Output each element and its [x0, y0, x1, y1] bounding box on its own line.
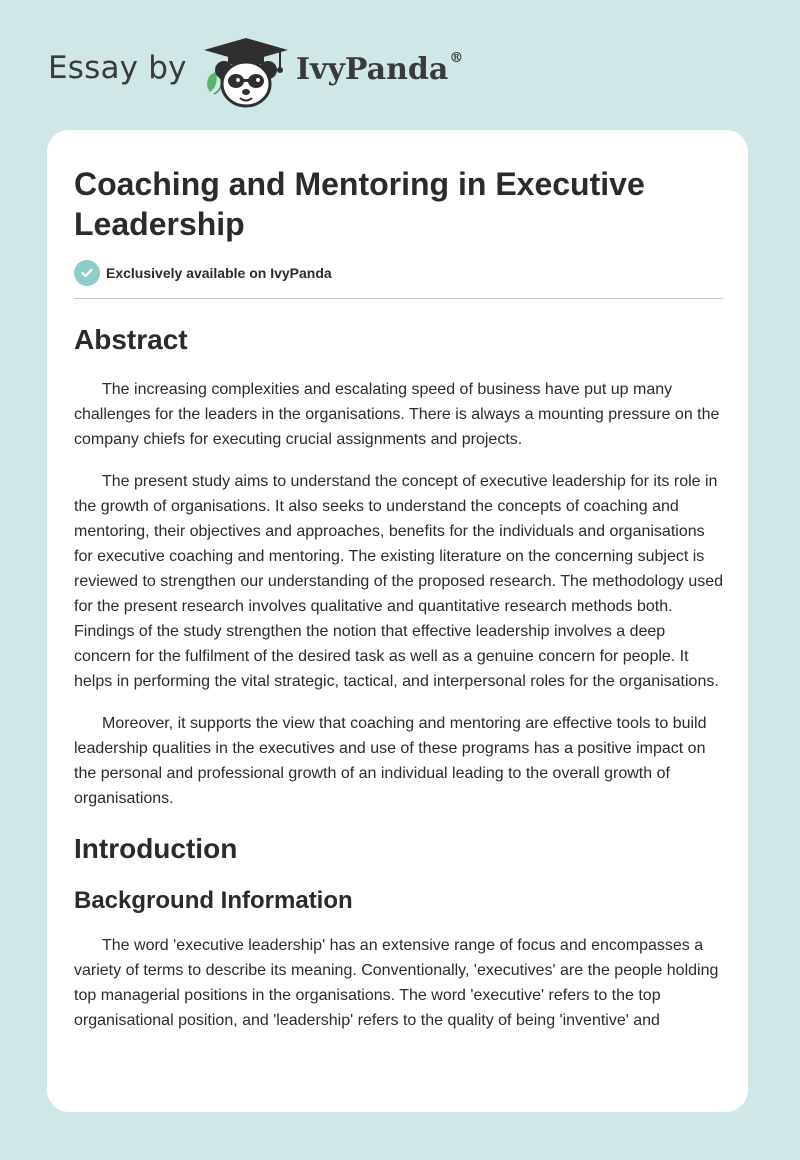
abstract-paragraph-3: Moreover, it supports the view that coaching and mentoring are effective tools to build leadership qualities in the executives and use of these programs has a positive impact on the personal and professional growth of an individual leading to the overall growth of organisations. [74, 715, 707, 807]
panda-graduate-logo-icon[interactable] [200, 32, 292, 112]
abstract-heading: Abstract [74, 324, 188, 355]
check-icon [74, 260, 100, 286]
essay-card [47, 130, 748, 1112]
brand-prefix: Essay by [48, 50, 187, 86]
essay-title: Coaching and Mentoring in Executive Leadership [74, 166, 645, 242]
background-heading: Background Information [74, 887, 353, 914]
introduction-heading: Introduction [74, 833, 238, 864]
essay-content [74, 164, 723, 1033]
abstract-paragraph-2: The present study aims to understand the concept of executive leadership for its role in the growth of organisations. It also seeks to understand the concepts of coaching and mentoring, their objectives and approaches, benefits for the individuals and organisations for executive coaching and mentoring. The existing literature on the concerning subject is reviewed to strengthen our understanding of the proposed research. The methodology used for the present research involves qualitative and quantitative research methods both. Findings of the study strengthen the notion that effective leadership involves a deep concern for the fulfilment of the desired task as well as a genuine concern for people. It helps in performing the vital strategic, tactical, and interpersonal roles for the organisations. [74, 473, 724, 690]
brand-name[interactable]: IvyPanda® [296, 50, 464, 87]
exclusive-badge-text: Exclusively available on IvyPanda [106, 265, 332, 281]
trademark-symbol: ® [449, 50, 464, 66]
title-divider [74, 298, 723, 299]
background-paragraph: The word 'executive leadership' has an extensive range of focus and encompasses a variety of terms to describe its meaning. Conventionally, 'executives' are the people holding top managerial positions in the organisations. The word 'executive' refers to the top organisational position, and 'leadership' refers to the quality of being 'inventive' and [74, 937, 719, 1029]
abstract-paragraph-1: The increasing complexities and escalating speed of business have put up many challenges for the leaders in the organisations. There is always a mounting pressure on the company chiefs for executing crucial assignments and projects. [74, 381, 720, 448]
exclusive-badge [74, 259, 723, 287]
site-header [0, 0, 800, 120]
